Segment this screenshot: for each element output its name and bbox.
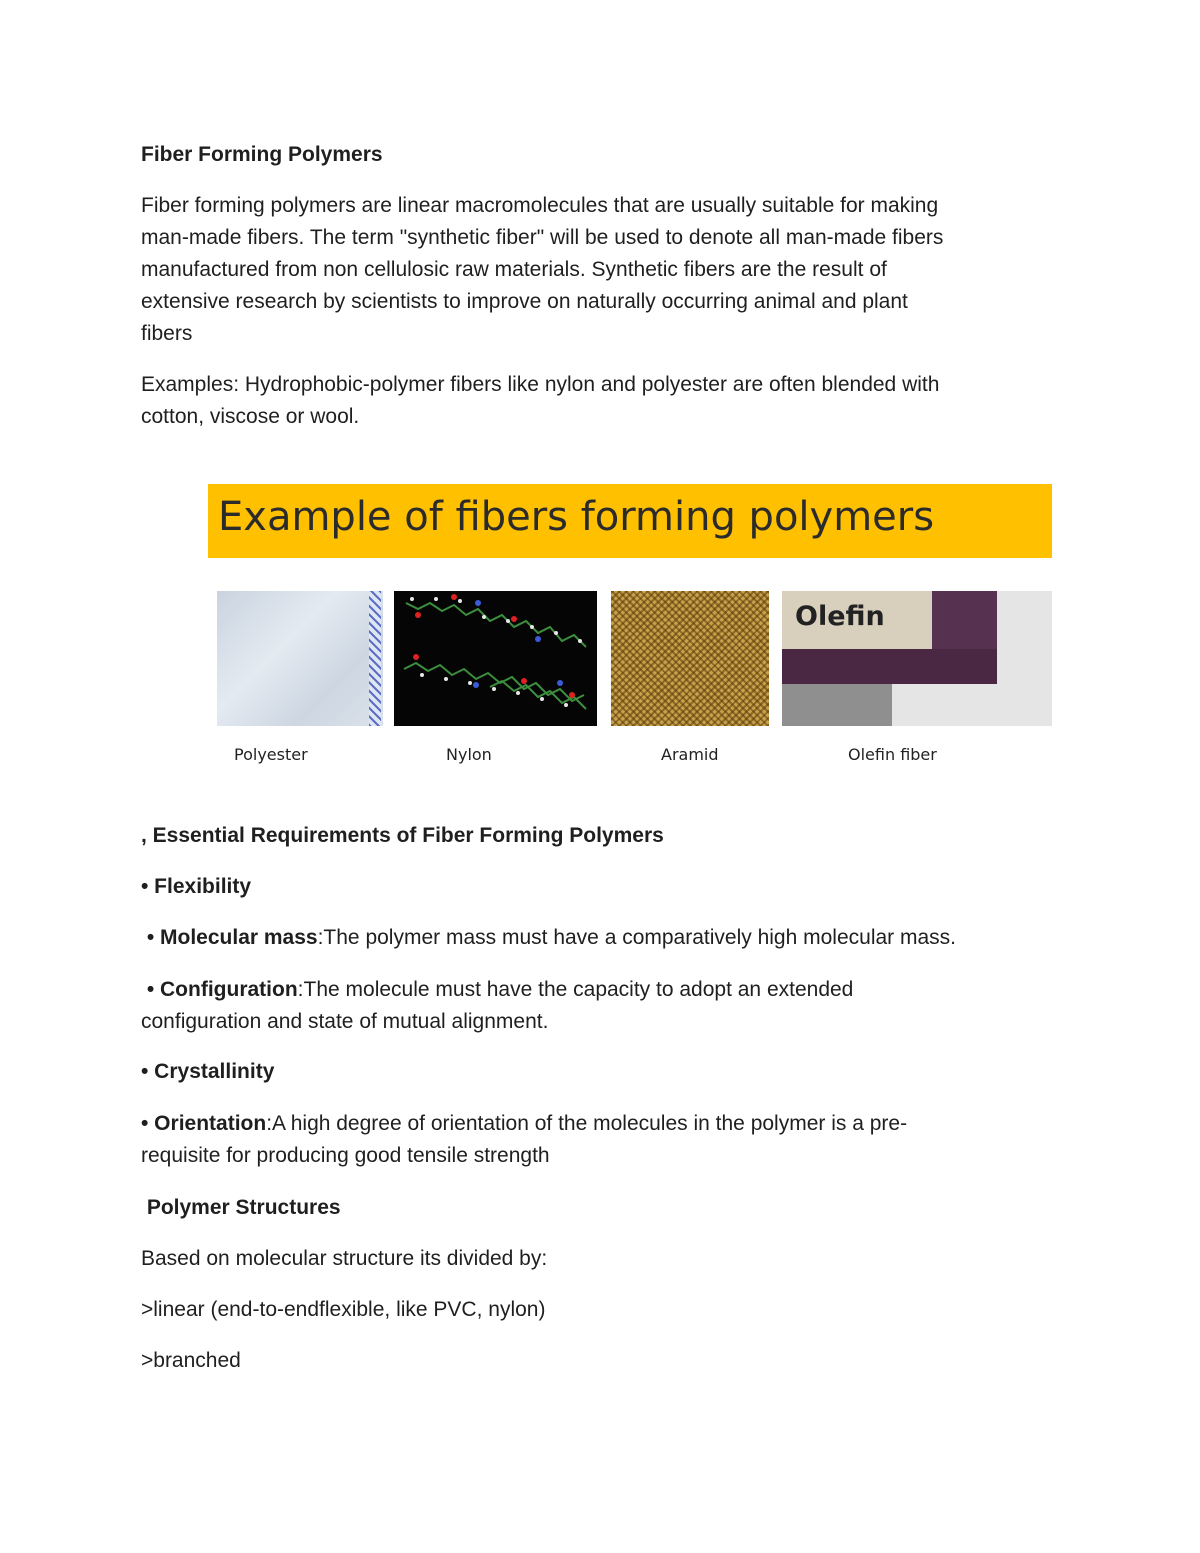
intro-line: Fiber forming polymers are linear macromolecules that are usually suitable for making bbox=[141, 194, 939, 217]
requirement-orientation-cont: requisite for producing good tensile strength bbox=[141, 1144, 550, 1167]
requirement-flexibility bbox=[141, 875, 251, 899]
requirement-configuration-cont: configuration and state of mutual alignment. bbox=[141, 1010, 549, 1033]
requirement-term: • Orientation bbox=[141, 1112, 267, 1135]
requirement-molecular-mass bbox=[141, 926, 956, 950]
intro-line: fibers bbox=[141, 322, 193, 345]
figure-banner bbox=[208, 484, 1052, 558]
caption-polyester: Polyester bbox=[234, 745, 308, 764]
structures-intro: Based on molecular structure its divided by: bbox=[141, 1247, 548, 1270]
figure-banner-title: Example of fibers forming polymers bbox=[218, 494, 935, 540]
structures-heading: Polymer Structures bbox=[141, 1196, 341, 1219]
molecule-chains-graphic bbox=[394, 591, 597, 726]
document-title: Fiber Forming Polymers bbox=[141, 143, 383, 166]
intro-line: man-made fibers. The term "synthetic fiber" will be used to denote all man-made fibers bbox=[141, 226, 944, 249]
caption-nylon: Nylon bbox=[446, 745, 492, 764]
requirement-text: :The polymer mass must have a comparatively high molecular mass. bbox=[317, 926, 957, 949]
structure-item: >linear (end-to-endflexible, like PVC, nylon) bbox=[141, 1298, 546, 1321]
requirement-orientation bbox=[141, 1112, 907, 1136]
intro-line: manufactured from non cellulosic raw materials. Synthetic fibers are the result of bbox=[141, 258, 887, 281]
requirement-term: • Crystallinity bbox=[141, 1060, 275, 1083]
caption-aramid: Aramid bbox=[661, 745, 719, 764]
requirement-term: • Flexibility bbox=[141, 875, 252, 898]
caption-olefin: Olefin fiber bbox=[848, 745, 937, 764]
requirement-text: :A high degree of orientation of the molecules in the polymer is a pre- bbox=[266, 1112, 908, 1135]
nylon-molecule-image bbox=[394, 591, 597, 726]
fabric-swatch bbox=[782, 684, 892, 726]
requirements-heading: , Essential Requirements of Fiber Forming Polymers bbox=[141, 824, 664, 847]
polyester-image bbox=[217, 591, 383, 726]
requirement-configuration bbox=[141, 978, 853, 1002]
requirement-term: • Configuration bbox=[141, 978, 298, 1001]
requirement-term: • Molecular mass bbox=[141, 926, 318, 949]
examples-line: Examples: Hydrophobic-polymer fibers like nylon and polyester are often blended with bbox=[141, 373, 940, 396]
examples-line: cotton, viscose or wool. bbox=[141, 405, 360, 428]
aramid-fabric-image bbox=[611, 591, 769, 726]
stitch-seam bbox=[369, 591, 381, 726]
olefin-image-label: Olefin bbox=[795, 601, 885, 632]
intro-line: extensive research by scientists to improve on naturally occurring animal and plant bbox=[141, 290, 908, 313]
structure-item: >branched bbox=[141, 1349, 241, 1372]
requirement-text: :The molecule must have the capacity to adopt an extended bbox=[297, 978, 854, 1001]
fabric-swatch bbox=[782, 649, 997, 684]
requirement-crystallinity bbox=[141, 1060, 274, 1084]
olefin-fabric-image bbox=[782, 591, 1052, 726]
